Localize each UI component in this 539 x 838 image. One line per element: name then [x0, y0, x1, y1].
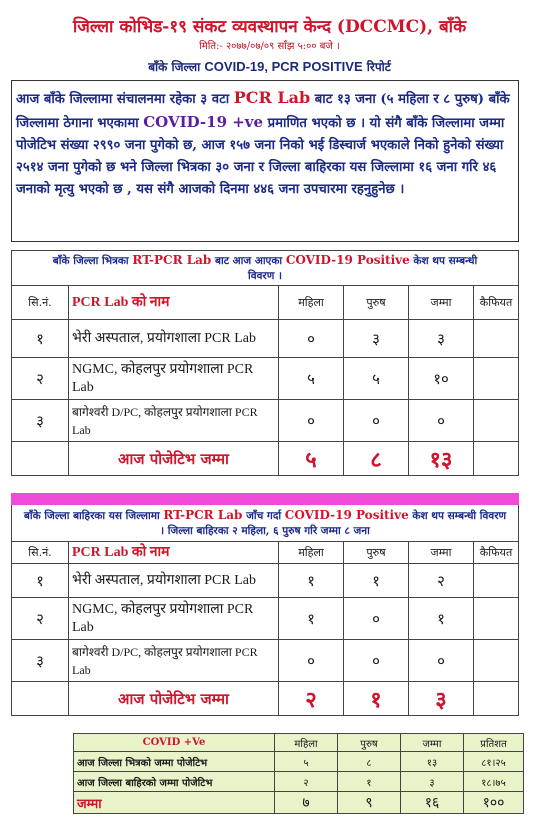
table1-header-female: महिला [279, 286, 344, 320]
table1-title-lab: RT-PCR Lab [132, 252, 212, 267]
table1-row1-total: ३ [409, 320, 474, 358]
summary-part-3: प्रमाणित भएको छ । यो संगै बाँके जिल्लामा जम्मा पोजेटिभ संख्या २९९० जना पुगेको छ, आज १५७ जना निको भई डिस्चार्ज भएकाले निको हुनेको संख्या २५१४ जना पुगेको छ भने जिल्ला भित्रका ३० जना र जिल्ला बाहिरका यस जिल्लामा १६ जना गरि ४६ जनाको मृत्यु भएको छ , यस संगै आजको दिनमा ४४६ जना उपचारमा रहनुहुनेछ । [16, 116, 505, 197]
table2-row1-male: १ [344, 564, 409, 598]
table1-row3-remarks [474, 400, 519, 442]
table3-total-total: १६ [401, 792, 464, 814]
table2-row3-total: ० [409, 640, 474, 682]
report-title-suffix: रिपोर्ट [366, 60, 391, 74]
summary-box [11, 80, 519, 242]
table2-title [12, 505, 519, 542]
table3-header-female: महिला [275, 734, 338, 752]
table1-row3-female: ० [279, 400, 344, 442]
table2-row3-female: ० [279, 640, 344, 682]
table1-row3-male: ० [344, 400, 409, 442]
table1-title-d: विवरण । [248, 269, 282, 282]
table1-header-name: PCR Lab को नाम [69, 286, 279, 320]
table2-row1-female: १ [279, 564, 344, 598]
table2-header-name: PCR Lab को नाम [69, 542, 279, 564]
table2-row2-male: ० [344, 598, 409, 640]
table2-row3-name: बागेश्वरी D/PC, कोहलपुर प्रयोगशाला PCR Lab [69, 640, 279, 682]
table1-title-covid: COVID-19 Positive [285, 252, 410, 267]
table1-row3-name: बागेश्वरी D/PC, कोहलपुर प्रयोगशाला PCR Lab [69, 400, 279, 442]
table3-header-percent: प्रतिशत [464, 734, 524, 752]
table2-total-male: १ [344, 682, 409, 716]
table2-row2-total: १ [409, 598, 474, 640]
table3-row1-label: आज जिल्ला भित्रको जम्मा पोजेटिभ [74, 752, 275, 772]
table1-row1-remarks [474, 320, 519, 358]
table-row [12, 320, 519, 358]
table1-row3-total: ० [409, 400, 474, 442]
table-row [12, 564, 519, 598]
table1-row2-sn: २ [12, 358, 69, 400]
table1-total-total: १३ [409, 442, 474, 476]
table1-title-a: बाँके जिल्ला भित्रका [52, 254, 129, 267]
table-row [12, 598, 519, 640]
table1-row1-female: ० [279, 320, 344, 358]
table3-total-row [74, 792, 524, 814]
table3-total-percent: १०० [464, 792, 524, 814]
table2-row1-name: भेरी अस्पताल, प्रयोगशाला PCR Lab [69, 564, 279, 598]
table1-row2-total: १० [409, 358, 474, 400]
table2-row2-name: NGMC, कोहलपुर प्रयोगशाला PCR Lab [69, 598, 279, 640]
report-title [0, 58, 539, 75]
report-date: मिति:- २०७७/०७/०९ साँझ ५:०० बजे । [199, 41, 340, 52]
table1-total-female: ५ [279, 442, 344, 476]
table1-header-sn: सि.नं. [12, 286, 69, 320]
table1-row1-male: ३ [344, 320, 409, 358]
table2-title-c: केश थप सम्बन्धी विवरण [412, 509, 507, 522]
table1-title [12, 251, 519, 286]
summary-table [73, 733, 524, 814]
table2-header-total: जम्मा [409, 542, 474, 564]
table2-title-lab: RT-PCR Lab [163, 507, 243, 522]
table1-row2-name: NGMC, कोहलपुर प्रयोगशाला PCR Lab [69, 358, 279, 400]
table-inside-district [11, 250, 519, 476]
table2-header-male: पुरुष [344, 542, 409, 564]
table2-row2-female: १ [279, 598, 344, 640]
table3-row1-male: ८ [338, 752, 401, 772]
report-title-en: COVID-19, PCR POSITIVE [204, 59, 363, 74]
table1-total-male: ८ [344, 442, 409, 476]
table2-header-remarks: कैफियत [474, 542, 519, 564]
table2-title-a: बाँके जिल्ला बाहिरका यस जिल्लामा [23, 509, 160, 522]
table-row [12, 400, 519, 442]
table2-row3-sn: ३ [12, 640, 69, 682]
table-row [74, 772, 524, 792]
table-row [12, 640, 519, 682]
table1-row2-male: ५ [344, 358, 409, 400]
table-outside-district [11, 505, 519, 716]
table3-row2-percent: १८।७५ [464, 772, 524, 792]
table3-row1-female: ५ [275, 752, 338, 772]
table2-title-d: । जिल्ला बाहिरका २ महिला, ६ पुरुष गरि जम्मा ८ जना [160, 524, 370, 537]
table3-row2-label: आज जिल्ला बाहिरको जम्मा पोजेटिभ [74, 772, 275, 792]
table3-header-covid: COVID +Ve [74, 734, 275, 752]
table2-row1-total: २ [409, 564, 474, 598]
table3-header-male: पुरुष [338, 734, 401, 752]
summary-pcr-lab: PCR Lab [233, 88, 311, 107]
table1-title-c: केश थप सम्बन्धी [413, 254, 478, 267]
table2-row1-sn: १ [12, 564, 69, 598]
page-title: जिल्ला कोभिड-१९ संकट व्यवस्थापन केन्द (DCCMC), बाँके [72, 17, 467, 37]
table3-total-female: ७ [275, 792, 338, 814]
table2-row2-remarks [474, 598, 519, 640]
summary-part-1: आज बाँके जिल्लामा संचालनमा रहेका ३ वटा [16, 92, 230, 107]
table3-total-label: जम्मा [74, 792, 275, 814]
table1-header-male: पुरुष [344, 286, 409, 320]
table3-row2-female: २ [275, 772, 338, 792]
summary-covid: COVID-19 +ve [143, 113, 264, 131]
table2-total-row [12, 682, 519, 716]
table2-title-covid: COVID-19 Positive [284, 507, 409, 522]
table2-total-female: २ [279, 682, 344, 716]
table3-row2-male: १ [338, 772, 401, 792]
table3-total-male: ९ [338, 792, 401, 814]
table3-header-total: जम्मा [401, 734, 464, 752]
table2-header-female: महिला [279, 542, 344, 564]
table1-row2-female: ५ [279, 358, 344, 400]
table1-title-b: बाट आज आएका [214, 254, 283, 267]
table2-total-label: आज पोजेटिभ जम्मा [69, 682, 279, 716]
table1-row2-remarks [474, 358, 519, 400]
table1-header-remarks: कैफियत [474, 286, 519, 320]
table2-header-sn: सि.नं. [12, 542, 69, 564]
table2-row2-sn: २ [12, 598, 69, 640]
divider-bar [11, 493, 519, 505]
table2-row1-remarks [474, 564, 519, 598]
summary-part-2: बाट १३ जना (५ महिला र ८ पुरुष) बाँके जिल्लामा ठेगाना भएकामा [16, 92, 510, 131]
table2-total-total: ३ [409, 682, 474, 716]
table1-row1-name: भेरी अस्पताल, प्रयोगशाला PCR Lab [69, 320, 279, 358]
table1-row3-sn: ३ [12, 400, 69, 442]
table1-header-total: जम्मा [409, 286, 474, 320]
table3-row1-total: १३ [401, 752, 464, 772]
table-row [12, 358, 519, 400]
table1-total-label: आज पोजेटिभ जम्मा [69, 442, 279, 476]
report-title-np: बाँके जिल्ला [148, 60, 201, 74]
table1-total-row [12, 442, 519, 476]
table2-row3-remarks [474, 640, 519, 682]
table3-row2-total: ३ [401, 772, 464, 792]
table2-row3-male: ० [344, 640, 409, 682]
table3-row1-percent: ८१।२५ [464, 752, 524, 772]
table-row [74, 752, 524, 772]
table2-title-b: जाँच गर्दा [246, 509, 282, 522]
table1-row1-sn: १ [12, 320, 69, 358]
